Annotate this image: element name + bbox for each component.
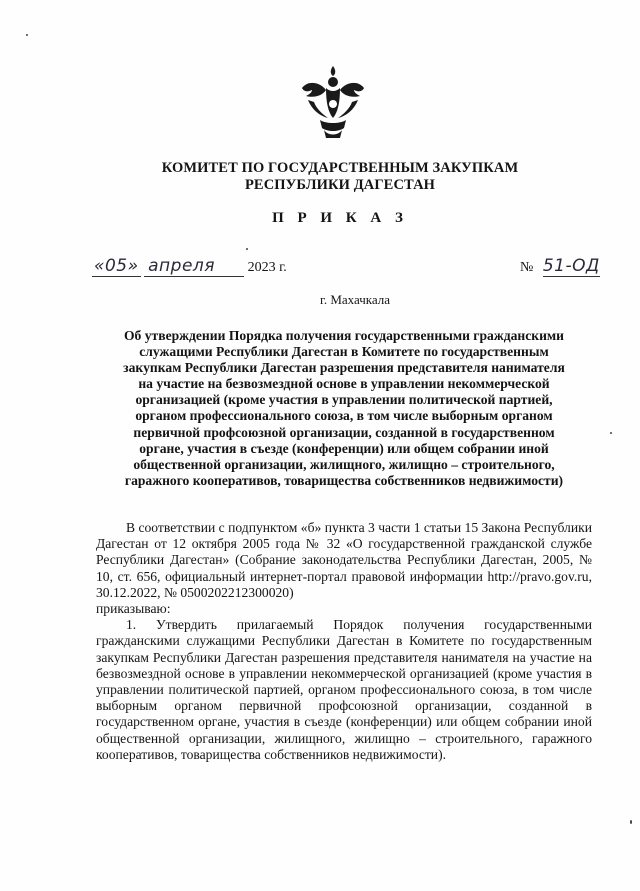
organization-name-line-2: РЕСПУБЛИКИ ДАГЕСТАН bbox=[244, 177, 436, 193]
document-date bbox=[92, 256, 287, 277]
number-prefix: № bbox=[520, 260, 534, 275]
scan-speck bbox=[610, 432, 612, 434]
order-item-1: 1. Утвердить прилагаемый Порядок получения государственными гражданскими служащими Республики Дагестан в Комитете по государственным закупкам Республики Дагестан разрешения представителя нанимателя на участие на безвозмездной основе в управлении некоммерческой организацией (кроме участия в управлении политической партией, органом профессионального союза, в том числе выборным органом первичной профсоюзной организации, созданной в государственном органе, участия в съезде (конференции) или общем собрании иной общественной организации, жилищного, жилищно – строительного, гаражного кооперативов, товарищества собственников недвижимости). bbox=[96, 617, 592, 762]
title-line: общественной организации, жилищного, жилищно – строительного, bbox=[133, 456, 555, 472]
preamble-paragraph: В соответствии с подпунктом «б» пункта 3 части 1 статьи 15 Закона Республики Дагестан от 12 октября 2005 года № 32 «О государственной гражданской службе Республики Дагестан» (Собрание законодательства Республики Дагестан, 2005, № 10, ст. 656, официальный интернет-портал правовой информации http://pravo.gov.ru, 30.12.2022, № 0500202212300020) bbox=[96, 520, 592, 600]
date-month: апреля bbox=[144, 256, 244, 277]
title-line: гаражного кооперативов, товарищества собственников недвижимости) bbox=[124, 472, 564, 488]
title-line: Об утверждении Порядка получения государственными гражданскими bbox=[123, 328, 564, 343]
organization-name-line-1: КОМИТЕТ ПО ГОСУДАРСТВЕННЫМ ЗАКУПКАМ bbox=[161, 160, 519, 176]
document-number bbox=[520, 256, 600, 277]
title-line: закупкам Республики Дагестан разрешения представителя нанимателя bbox=[123, 360, 565, 376]
title-line: на участие на безвозмездной основе в управлении некоммерческой bbox=[138, 376, 550, 392]
scan-speck bbox=[26, 34, 28, 36]
document-type-heading: П Р И К А З bbox=[272, 210, 408, 226]
document-title bbox=[88, 328, 600, 489]
order-word: приказываю: bbox=[96, 601, 171, 617]
city-line: г. Махачкала bbox=[319, 292, 391, 307]
organization-name bbox=[120, 160, 560, 194]
number-value: 51-ОД bbox=[542, 256, 600, 276]
title-line: органом профессионального союза, в том числе выборным органом bbox=[135, 408, 553, 424]
title-line: первичной профсоюзной организации, созданной в государственном bbox=[133, 424, 555, 440]
title-line: органе, участия в съезде (конференции) или общем собрании иной bbox=[139, 440, 549, 456]
coat-of-arms-emblem bbox=[300, 62, 366, 140]
date-year: 2023 г. bbox=[247, 260, 287, 275]
title-line: служащими Республики Дагестан в Комитете по государственным bbox=[139, 344, 549, 360]
scan-speck bbox=[246, 248, 248, 250]
document-body bbox=[96, 520, 592, 763]
title-line: организацией (кроме участия в управлении политической партией, bbox=[135, 392, 553, 408]
date-day: «05» bbox=[94, 256, 139, 276]
scan-speck bbox=[630, 820, 632, 824]
